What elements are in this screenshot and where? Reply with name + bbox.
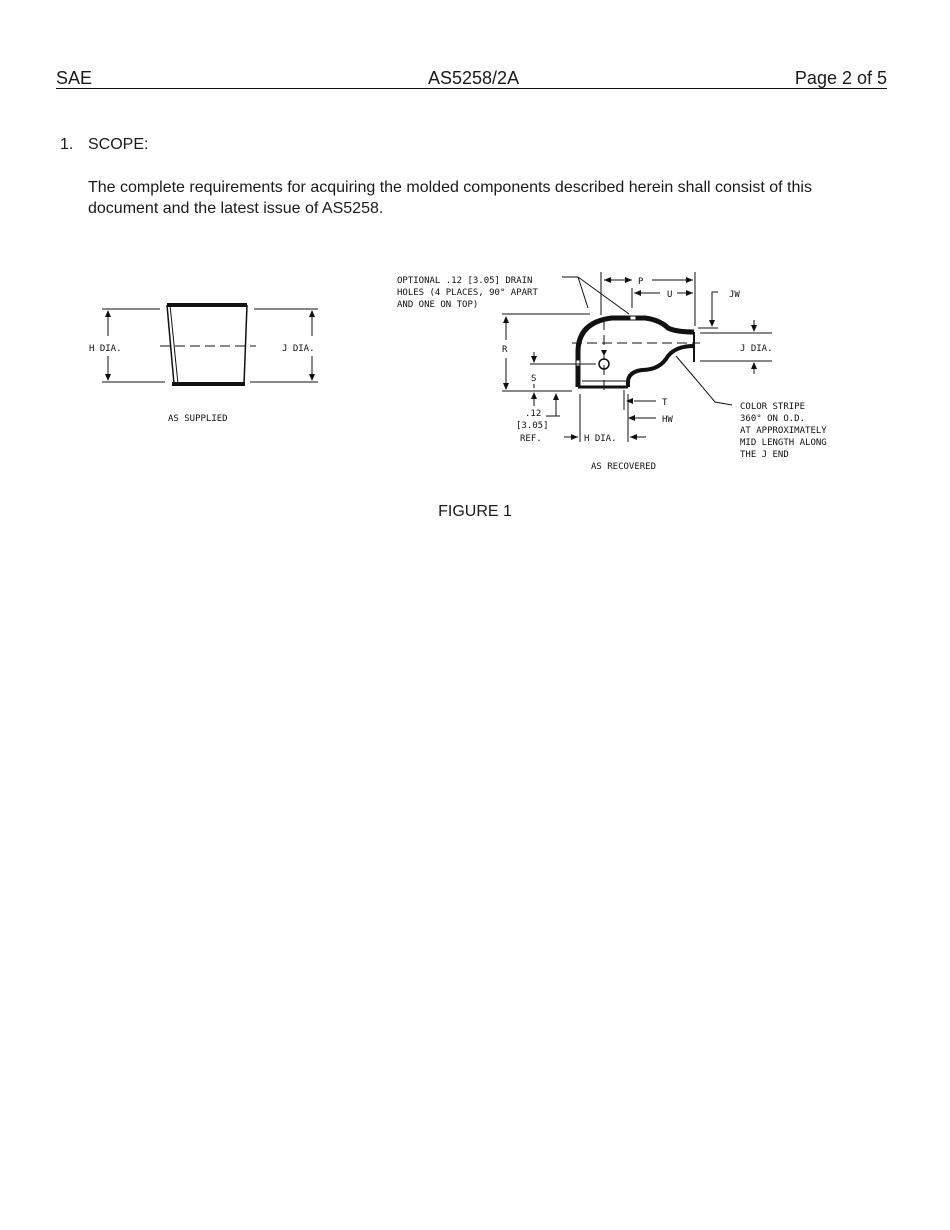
stripe-note-line-2: 360° ON O.D.: [740, 414, 806, 424]
u-dimension-label: U: [667, 290, 673, 300]
t-dimension-label: T: [662, 398, 668, 408]
section-title: SCOPE:: [88, 136, 149, 153]
figure-1-drawing: [0, 260, 950, 500]
stripe-note-line-4: MID LENGTH ALONG: [740, 438, 827, 448]
supplied-j-dia-label: J DIA.: [282, 344, 315, 354]
header-org: SAE: [56, 68, 93, 88]
scope-paragraph: The complete requirements for acquiring the molded components described herein shall consist of this document and the latest issue of AS5258.: [88, 179, 812, 217]
header-page-number: Page 2 of 5: [794, 68, 887, 88]
drain-note-line-2: HOLES (4 PLACES, 90° APART: [397, 288, 538, 298]
figure-caption: FIGURE 1: [438, 503, 512, 520]
recovered-view-label: AS RECOVERED: [591, 462, 657, 472]
s-dimension-label: S: [531, 374, 537, 384]
stripe-note-line-1: COLOR STRIPE: [740, 402, 806, 412]
header-doc-number: AS5258/2A: [428, 68, 520, 88]
supplied-h-dia-label: H DIA.: [89, 344, 122, 354]
stripe-note-line-3: AT APPROXIMATELY: [740, 426, 827, 436]
ref-line-1: .12: [525, 409, 542, 419]
section-heading: [60, 136, 148, 154]
recovered-h-dia-label: H DIA.: [584, 434, 617, 444]
stripe-note-line-5: THE J END: [740, 450, 789, 460]
jw-dimension-label: JW: [729, 290, 740, 300]
drain-note-line-3: AND ONE ON TOP): [397, 300, 479, 310]
hw-dimension-label: HW: [662, 415, 673, 425]
p-dimension-label: P: [638, 277, 644, 287]
supplied-view-label: AS SUPPLIED: [168, 414, 228, 424]
section-number: 1.: [60, 136, 74, 153]
page-header: [56, 68, 887, 89]
recovered-j-dia-label: J DIA.: [740, 344, 773, 354]
drain-note-line-1: OPTIONAL .12 [3.05] DRAIN: [397, 276, 533, 286]
ref-line-3: REF.: [520, 434, 542, 444]
ref-line-2: [3.05]: [516, 421, 549, 431]
r-dimension-label: R: [502, 345, 508, 355]
